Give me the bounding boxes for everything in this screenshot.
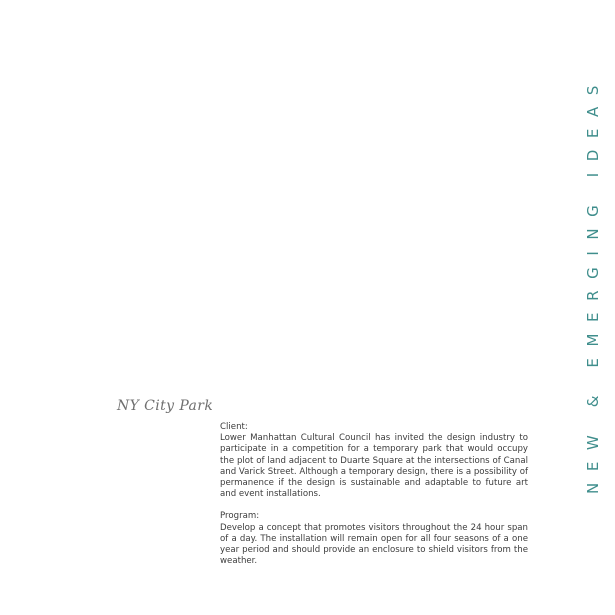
project-description: [220, 422, 528, 567]
client-text: Lower Manhattan Cultural Council has invited the design industry to participate in a competition for a temporary park that would occupy the plot of land adjacent to Duarte Square at the intersections of Canal and Varick Street. Although a temporary design, there is a possibility of permanence if the design is sustainable and adaptable to future art and event installations.: [220, 433, 528, 500]
side-banner: [573, 0, 613, 560]
program-label: Program:: [220, 511, 260, 522]
section-spacer: [220, 500, 528, 511]
project-title: NY City Park: [117, 398, 214, 414]
side-banner-title: NEW & EMERGING IDEAS: [584, 74, 602, 494]
program-section: [220, 511, 528, 567]
program-text: Develop a concept that promotes visitors throughout the 24 hour span of a day. The installation will remain open for all four seasons of a one year period and should provide an enclosure to shield visitors from the weather.: [220, 522, 528, 567]
client-section: [220, 422, 528, 500]
client-label: Client:: [220, 422, 248, 432]
